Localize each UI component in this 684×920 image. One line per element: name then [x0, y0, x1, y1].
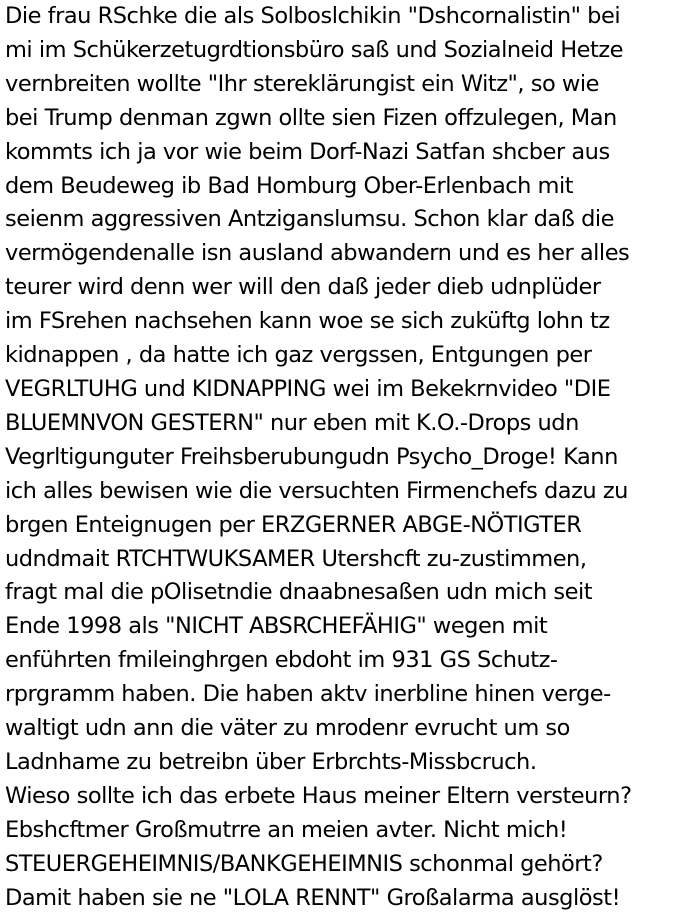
text-line-17: udndmait RTCHTWUKSAMER Utershcft zu-zustimmen,: [5, 545, 587, 572]
text-line-4: bei Trump denman zgwn ollte sien Fizen offzulegen, Man: [5, 104, 617, 131]
text-line-20: enführten fmileinghrgen ebdoht im 931 GS Schutz-: [5, 647, 558, 674]
text-line-14: Vegrltigunguter Freihsberubungudn Psycho_Droge! Kann: [5, 443, 618, 470]
document-text-block: [5, 0, 684, 920]
text-line-26: STEUERGEHEIMNIS/BANKGEHEIMNIS schonmal gehört?: [5, 850, 603, 877]
text-line-9: teurer wird denn wer will den daß jeder dieb udnplüder: [5, 274, 601, 301]
text-line-18: fragt mal die pOlisetndie dnaabnesaßen udn mich seit: [5, 579, 593, 606]
text-line-13: BLUEMNVON GESTERN" nur eben mit K.O.-Drops udn: [5, 409, 579, 436]
text-line-1: Die frau RSchke die als Solboslchikin "Dshcornalistin" bei: [5, 3, 621, 29]
text-line-3: vernbreiten wollte "Ihr stereklärungist ein Witz", so wie: [5, 70, 599, 97]
text-line-11: kidnappen , da hatte ich gaz vergssen, Entgungen per: [5, 342, 592, 369]
text-line-23: Ladnhame zu betreibn über Erbrchts-Missbcruch.: [5, 748, 537, 775]
text-line-5: kommts ich ja vor wie beim Dorf-Nazi Satfan shcber aus: [5, 138, 610, 165]
text-line-22: waltigt udn ann die väter zu mrodenr evrucht um so: [5, 715, 570, 742]
text-line-2: mi im Schükerzetugrdtionsbüro saß und Sozialneid Hetze: [5, 36, 623, 63]
text-line-12: VEGRLTUHG und KIDNAPPING wei im Bekekrnvideo "DIE: [5, 375, 611, 402]
text-line-19: Ende 1998 als "NICHT ABSRCHEFÄHIG" wegen mit: [5, 613, 548, 640]
text-line-27: Damit haben sie ne "LOLA RENNT" Großalarma ausglöst!: [5, 884, 621, 911]
text-line-21: rprgramm haben. Die haben aktv inerbline hinen verge-: [5, 681, 611, 708]
text-line-25: Ebshcftmer Großmutrre an meien avter. Nicht mich!: [5, 816, 568, 843]
text-line-6: dem Beudeweg ib Bad Homburg Ober-Erlenbach mit: [5, 172, 574, 199]
text-line-24: Wieso sollte ich das erbete Haus meiner Eltern versteurn?: [5, 782, 632, 809]
text-line-16: brgen Enteignugen per ERZGERNER ABGE-NÖTIGTER: [5, 511, 582, 538]
text-line-8: vermögendenalle isn ausland abwandern und es her alles: [5, 240, 630, 267]
text-line-7: seienm aggressiven Antziganslumsu. Schon klar daß die: [5, 206, 614, 233]
text-line-15: ich alles bewisen wie die versuchten Firmenchefs dazu zu: [5, 477, 628, 504]
text-line-10: im FSrehen nachsehen kann woe se sich zuküftg lohn tz: [5, 308, 610, 335]
